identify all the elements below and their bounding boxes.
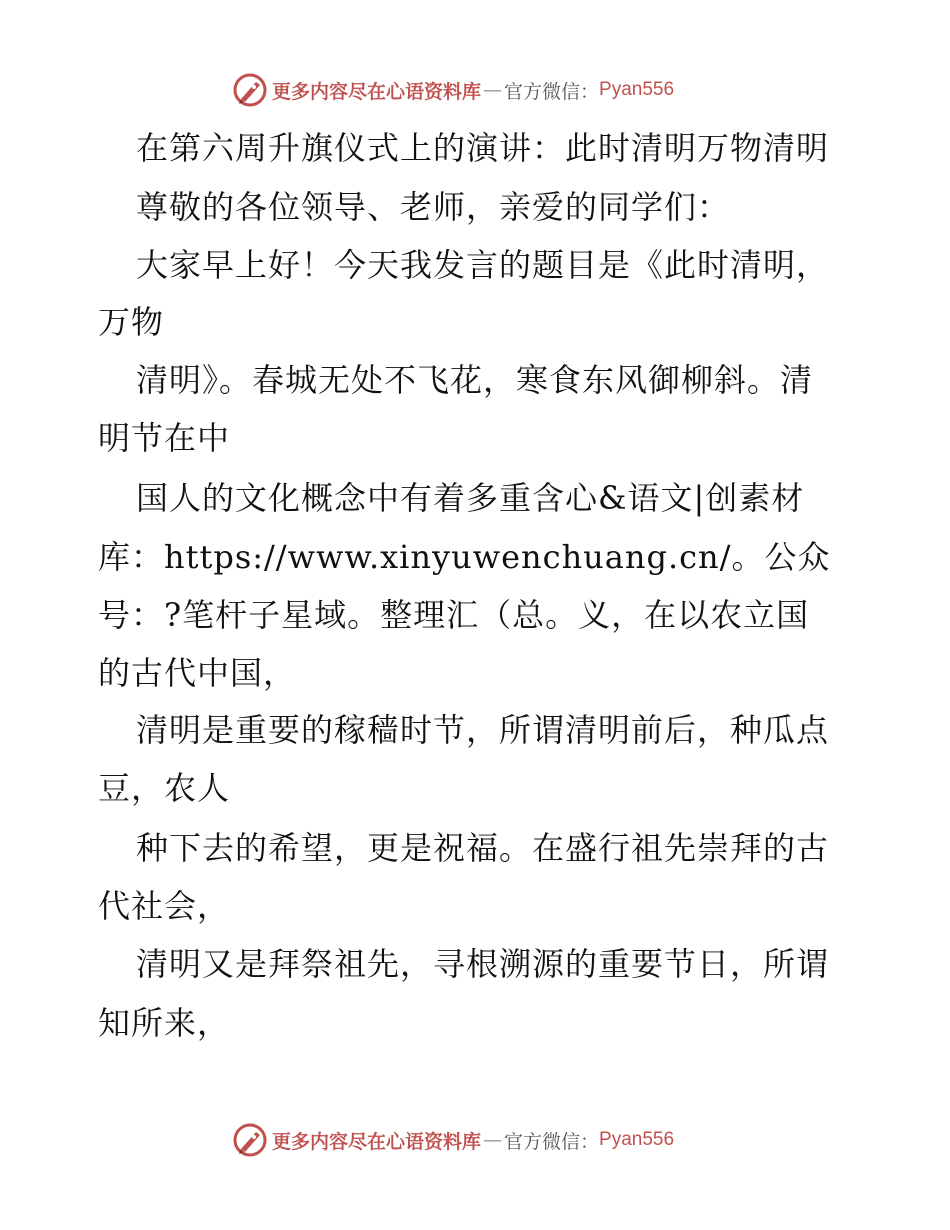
text-line: 代社会， [98,887,231,925]
header-wechat-label: 官方微信： [504,80,600,103]
footer-wechat-id: Pyan556 [599,1129,675,1150]
header-banner [232,70,674,110]
text-line: 的古代中国， [98,654,297,692]
header-wechat-id: Pyan556 [599,79,675,100]
text-line: 大家早上好！今天我发言的题目是《此时清明， [136,246,830,284]
text-line: 清明》。春城无处不飞花，寒食东风御柳斜。清 [136,361,814,399]
header-brand-text: 更多内容尽在心语资料库 [272,80,482,103]
pen-logo-icon [232,72,268,108]
header-separator: — [483,79,503,101]
text-line: 国人的文化概念中有着多重含心&语文|创素材 [136,479,805,517]
footer-banner [232,1120,674,1160]
text-line: 知所来， [98,1004,231,1042]
text-line: 库：https://www.xinyuwenchuang.cn/。公众 [98,538,831,576]
text-line: 明节在中 [98,419,231,457]
footer-separator: — [483,1129,503,1151]
text-line: 万物 [98,303,165,341]
text-line: 清明又是拜祭祖先，寻根溯源的重要节日，所谓 [136,945,830,983]
text-line: 豆，农人 [98,769,231,807]
text-line: 种下去的希望，更是祝福。在盛行祖先崇拜的古 [136,829,830,867]
footer-brand-text: 更多内容尽在心语资料库 [272,1130,482,1153]
text-line: 尊敬的各位领导、老师，亲爱的同学们： [136,188,731,226]
text-line: 号：?笔杆子星域。整理汇（总。义，在以农立国 [98,596,810,634]
text-line: 清明是重要的稼穑时节，所谓清明前后，种瓜点 [136,711,830,749]
pen-logo-icon [232,1122,268,1158]
footer-wechat-label: 官方微信： [504,1130,600,1153]
text-line: 在第六周升旗仪式上的演讲：此时清明万物清明 [136,129,830,167]
